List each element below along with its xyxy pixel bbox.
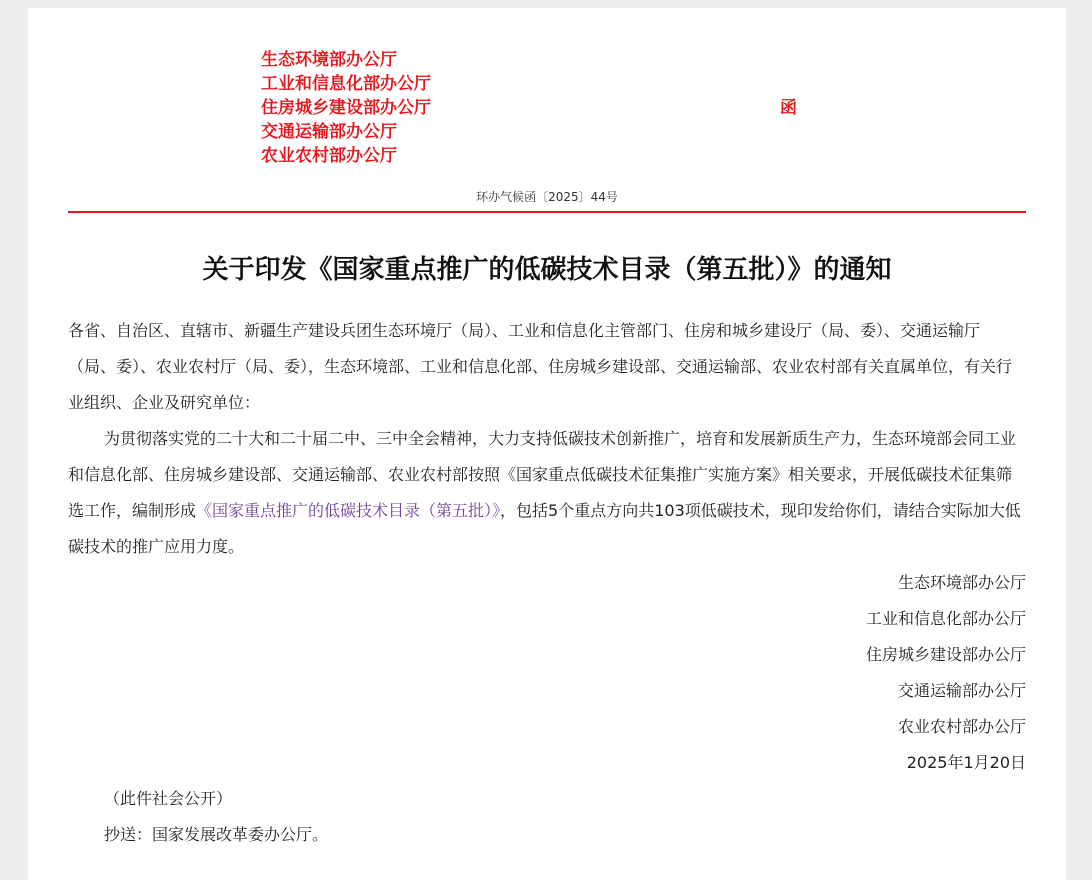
cc-note: 抄送：国家发展改革委办公厅。: [104, 825, 329, 844]
signature-line: 工业和信息化部办公厅: [865, 609, 1026, 628]
document-page: [28, 8, 1066, 880]
document-number: 环办气候函〔2025〕44号: [476, 190, 618, 204]
signature-line: 住房城乡建设部办公厅: [865, 645, 1026, 664]
document-title: 关于印发《国家重点推广的低碳技术目录（第五批）》的通知: [202, 255, 892, 285]
red-divider: [68, 211, 1026, 213]
issuer-line: 工业和信息化部办公厅: [261, 74, 431, 94]
issuer-line: 住房城乡建设部办公厅: [261, 98, 431, 118]
issuer-block: [261, 48, 431, 168]
main-paragraph-text-end: ，包括5个重点方向共103项低碳技术，现印发给你们，请结合实际加大低碳技术的推广应用力度。: [68, 501, 1021, 556]
catalog-link[interactable]: 《国家重点推广的低碳技术目录（第五批）》: [196, 501, 501, 520]
signature-line: 交通运输部办公厅: [897, 681, 1026, 700]
document-body: [68, 313, 1026, 565]
footer-notes: [104, 781, 328, 853]
issuer-line: 农业农村部办公厅: [261, 146, 397, 166]
issue-date: 2025年1月20日: [906, 753, 1026, 772]
disclosure-note: （此件社会公开）: [104, 789, 233, 808]
signature-line: 生态环境部办公厅: [897, 573, 1026, 592]
han-mark: 函: [780, 98, 797, 118]
issuer-line: 生态环境部办公厅: [261, 50, 397, 70]
signature-block: [866, 565, 1026, 781]
main-paragraph-text: 为贯彻落实党的二十大和二十届二中、三中全会精神，大力支持低碳技术创新推广，培育和发展新质生产力，生态环境部会同工业和信息化部、住房城乡建设部、交通运输部、农业农村部按照《国家重点低碳技术征集推广实施方案》相关要求，开展低碳技术征集筛选工作，编制形成: [68, 429, 1017, 520]
main-paragraph: [68, 421, 1026, 565]
issuer-line: 交通运输部办公厅: [261, 122, 397, 142]
signature-line: 农业农村部办公厅: [897, 717, 1026, 736]
recipients-paragraph: 各省、自治区、直辖市、新疆生产建设兵团生态环境厅（局）、工业和信息化主管部门、住房和城乡建设厅（局、委）、交通运输厅（局、委）、农业农村厅（局、委），生态环境部、工业和信息化部、住房城乡建设部、交通运输部、农业农村部有关直属单位，有关行业组织、企业及研究单位：: [68, 321, 1013, 412]
